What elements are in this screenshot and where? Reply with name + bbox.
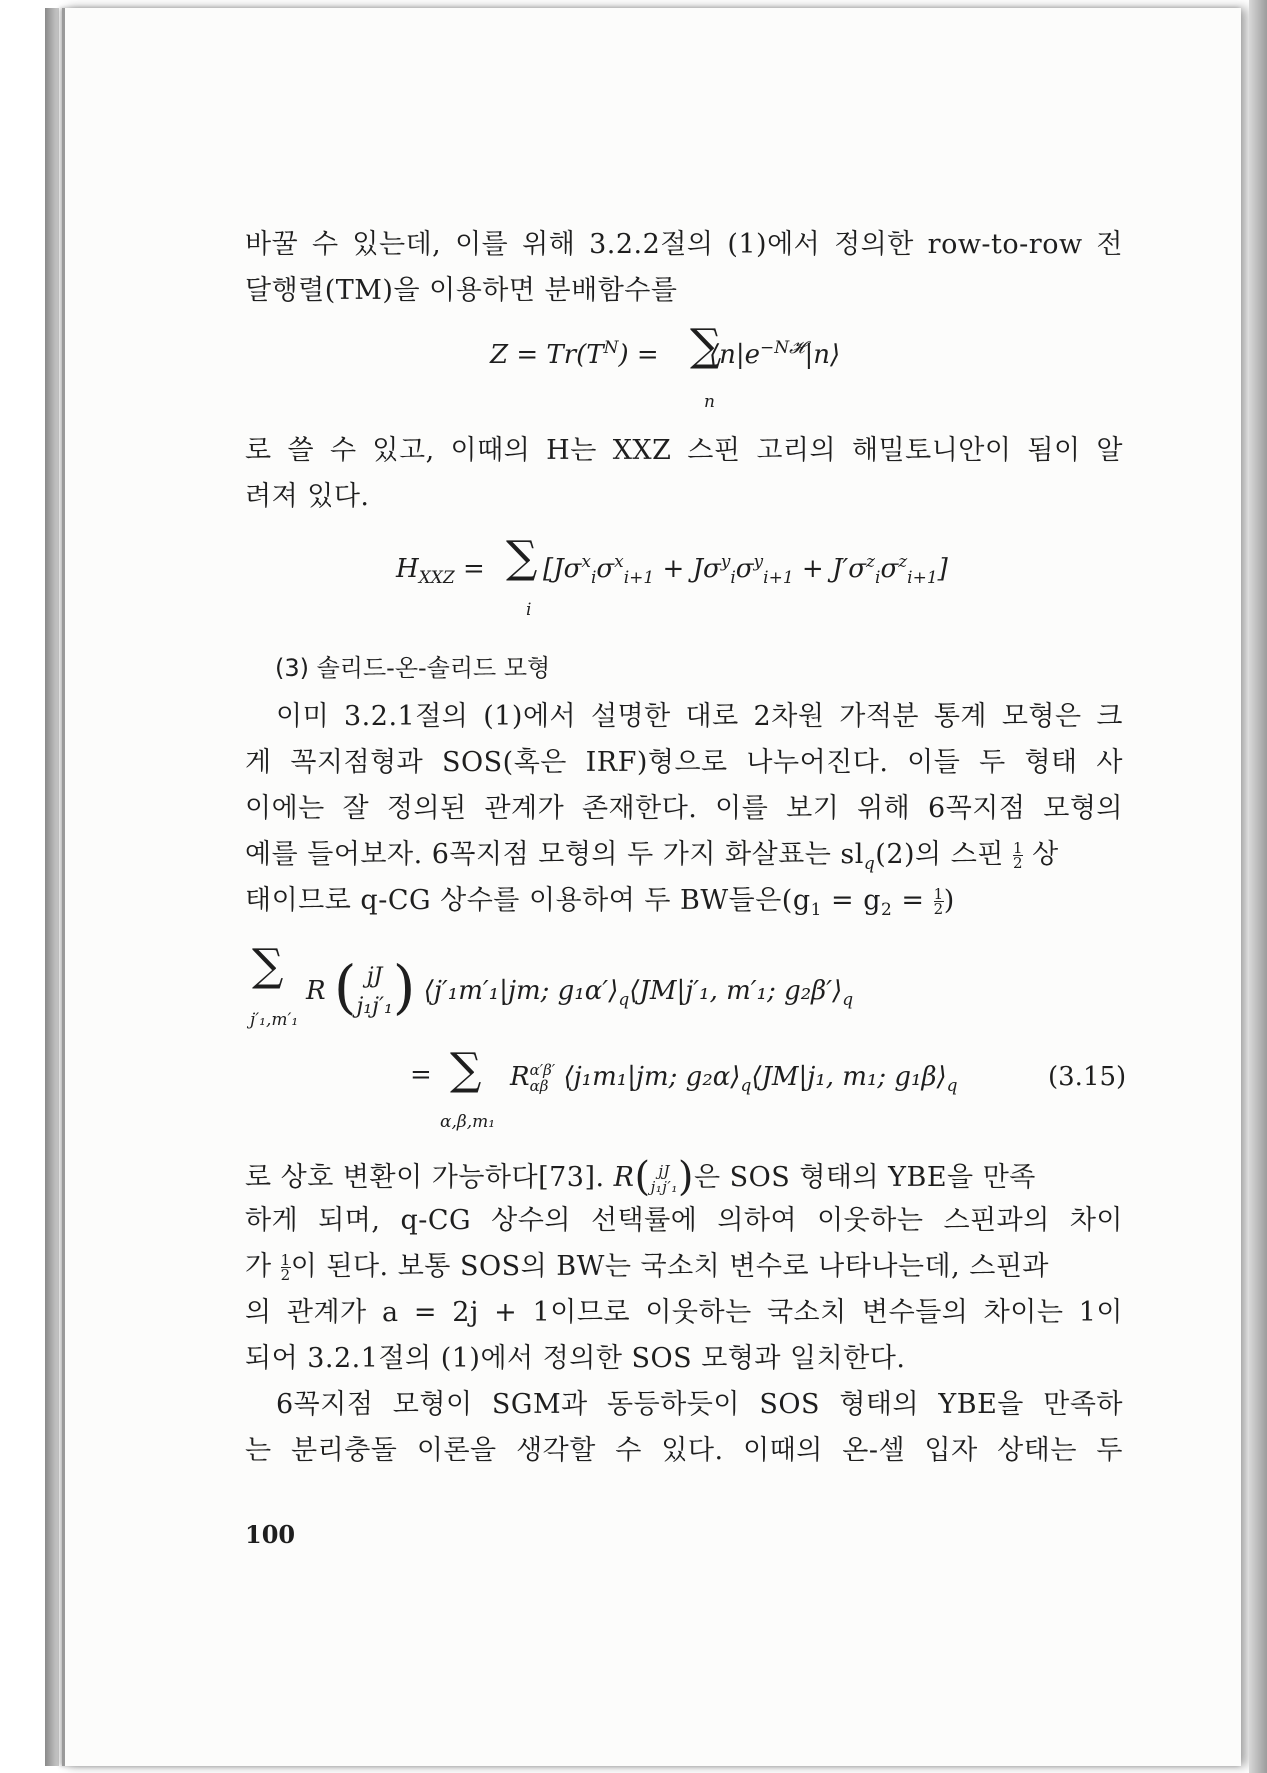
q-subscript: q — [863, 854, 876, 874]
eq2-sub: i — [730, 568, 736, 588]
equation-number: (3.15) — [1048, 1062, 1127, 1092]
eq3-matrix-top: jJ — [366, 964, 383, 989]
text-line: 달행렬(TM)을 이용하면 분배함수를 — [245, 275, 678, 306]
page-right-edge — [1249, 0, 1267, 1773]
text-line: 이에는 잘 정의된 관계가 존재한다. 이를 보기 위해 6꼭지점 모형의 — [245, 793, 1123, 824]
subscript: 2 — [881, 900, 893, 920]
text-span: 로 상호 변환이 가능하다[73]. — [245, 1162, 614, 1193]
page-left-edge — [45, 8, 59, 1766]
eq3-matrix — [356, 962, 392, 1022]
right-paren: ) — [392, 953, 416, 1021]
eq2-close: ] — [937, 554, 948, 584]
eq1-lhs-sup: N — [603, 338, 619, 358]
eq3-equals: = — [410, 1060, 432, 1090]
inline-matrix-top: jJ — [658, 1161, 671, 1180]
summation-symbol: ∑ — [690, 320, 722, 371]
eq1-lhs: Z = Tr(T — [490, 340, 604, 370]
eq2-equals: = — [454, 554, 494, 584]
fraction-half — [1013, 841, 1023, 870]
eq3-R2-sup: α′β′ — [529, 1061, 556, 1079]
eq3-q: q — [946, 1076, 958, 1096]
inline-matrix-bottom: j₁j′₁ — [650, 1177, 678, 1196]
eq2-sigma: σ — [735, 554, 754, 584]
eq2-sup: x — [581, 552, 591, 572]
eq1-rhs: ) = — [618, 340, 667, 370]
eq3-matrix-bottom: j₁j′₁ — [356, 994, 393, 1019]
text-line: 로 쓸 수 있고, 이때의 H는 XXZ 스핀 고리의 해밀토니안이 됨이 알 — [245, 435, 1123, 466]
eq3-R2: R — [510, 1062, 530, 1092]
fraction-numerator: 1 — [933, 885, 944, 903]
eq2-sigma: σ — [880, 554, 899, 584]
text-line: 바꿀 수 있는데, 이를 위해 3.2.2절의 (1)에서 정의한 row-to-row 전 — [245, 229, 1123, 260]
eq2-sup: z — [898, 552, 908, 572]
inline-matrix — [651, 1163, 678, 1195]
text-line: 되어 3.2.1절의 (1)에서 정의한 SOS 모형과 일치한다. — [245, 1343, 906, 1374]
eq3-sum-index-1: j′₁,m′₁ — [250, 1010, 299, 1030]
fraction-half — [281, 1253, 291, 1282]
text-span: ) — [943, 885, 955, 916]
text-line: 이미 3.2.1절의 (1)에서 설명한 대로 2차원 가적분 통계 모형은 크 — [276, 701, 1123, 732]
eq2-sup: x — [614, 552, 624, 572]
eq2-sigma: σ — [596, 554, 615, 584]
text-span: 은 SOS 형태의 YBE을 만족 — [693, 1162, 1036, 1193]
page-number: 100 — [245, 1520, 296, 1549]
section-heading: (3) 솔리드-온-솔리드 모형 — [275, 654, 551, 682]
eq1-term: ⟨n|e — [708, 340, 761, 370]
eq2-sub: i+1 — [763, 568, 794, 588]
text-span: 예를 들어보자. 6꼭지점 모형의 두 가지 화살표는 sl — [245, 839, 864, 870]
eq3-sum-index-2: α,β,m₁ — [440, 1112, 496, 1132]
fraction-denominator: 2 — [933, 900, 944, 918]
eq2-lhs: H — [396, 554, 419, 584]
eq2-lhs-sub: XXZ — [418, 568, 455, 588]
inline-R: R — [613, 1162, 635, 1193]
text-line: 의 관계가 a = 2j + 1이므로 이웃하는 국소치 변수들의 차이는 1이 — [245, 1297, 1123, 1328]
summation-symbol: ∑ — [506, 532, 538, 583]
summation-symbol: ∑ — [252, 940, 284, 991]
eq2-sup: y — [720, 552, 731, 572]
eq2-term: + J′σ — [793, 554, 867, 584]
left-paren: ( — [333, 953, 357, 1021]
eq3-bracket1: ⟨j′₁m′₁|jm; g₁α′⟩ — [423, 976, 619, 1006]
eq3-q: q — [618, 990, 630, 1010]
left-paren: ( — [634, 1154, 651, 1200]
text-line: 게 꼭지점형과 SOS(혹은 IRF)형으로 나누어진다. 이들 두 형태 사 — [245, 747, 1123, 778]
eq1-term-sup: −N𝓗 — [760, 338, 805, 358]
eq2-sup: y — [753, 552, 764, 572]
eq3-q: q — [842, 990, 854, 1010]
fraction-half — [934, 887, 944, 916]
eq2-term: + Jσ — [654, 554, 721, 584]
eq2-sub: i+1 — [907, 568, 938, 588]
text-line — [245, 878, 1123, 933]
eq3-R2-sub: αβ — [529, 1077, 549, 1095]
right-paren: ) — [677, 1154, 694, 1200]
fraction-denominator: 2 — [1012, 854, 1023, 872]
text-span: (2)의 스핀 — [875, 839, 1013, 870]
text-line — [245, 1244, 1123, 1290]
eq3-R2-indices — [530, 1062, 556, 1094]
text-span: 태이므로 q-CG 상수를 이용하여 두 BW들은(g — [245, 885, 811, 916]
eq3-bracket2: ⟨JM|j′₁, m′₁; g₂β′⟩ — [629, 976, 843, 1006]
eq3-R: R — [306, 976, 326, 1006]
subscript: 1 — [810, 900, 822, 920]
eq3-bracket4: ⟨JM|j₁, m₁; g₁β⟩ — [751, 1062, 947, 1092]
eq3-bracket3: ⟨j₁m₁|jm; g₂α⟩ — [563, 1062, 741, 1092]
equation-partition-function — [490, 338, 840, 370]
fraction-denominator: 2 — [280, 1266, 291, 1284]
eq1-term-end: |n⟩ — [804, 340, 841, 370]
equation-bw-transform-line1 — [306, 945, 853, 1022]
eq2-sub: i — [590, 568, 597, 588]
eq2-sum-index: i — [526, 600, 532, 620]
text-span: 상 — [1023, 839, 1059, 870]
eq1-sum-index: n — [704, 392, 715, 412]
text-span: = — [892, 885, 934, 916]
fraction-numerator: 1 — [1012, 839, 1023, 857]
eq2-sub: i+1 — [623, 568, 655, 588]
text-line: 려져 있다. — [245, 481, 370, 512]
eq3-q: q — [740, 1076, 752, 1096]
eq2-sub: i — [875, 568, 881, 588]
text-span: = g — [821, 885, 882, 916]
text-line: 하게 되며, q-CG 상수의 선택률에 의하여 이웃하는 스핀과의 차이 — [245, 1205, 1123, 1236]
text-span: 이 된다. 보통 SOS의 BW는 국소치 변수로 나타나는데, 스핀과 — [290, 1251, 1049, 1282]
equation-xxz-hamiltonian — [396, 552, 948, 588]
eq2-sup: z — [866, 552, 876, 572]
text-line: 6꼭지점 모형이 SGM과 동등하듯이 SOS 형태의 YBE을 만족하 — [276, 1389, 1123, 1420]
text-line: 는 분리충돌 이론을 생각할 수 있다. 이때의 온-셀 입자 상태는 두 — [245, 1435, 1123, 1466]
text-line — [245, 1150, 1123, 1201]
summation-symbol: ∑ — [450, 1044, 482, 1095]
text-span: 가 — [245, 1251, 281, 1282]
equation-bw-transform-line2 — [510, 1062, 958, 1096]
eq2-body: [Jσ — [543, 554, 582, 584]
fraction-numerator: 1 — [280, 1251, 291, 1269]
